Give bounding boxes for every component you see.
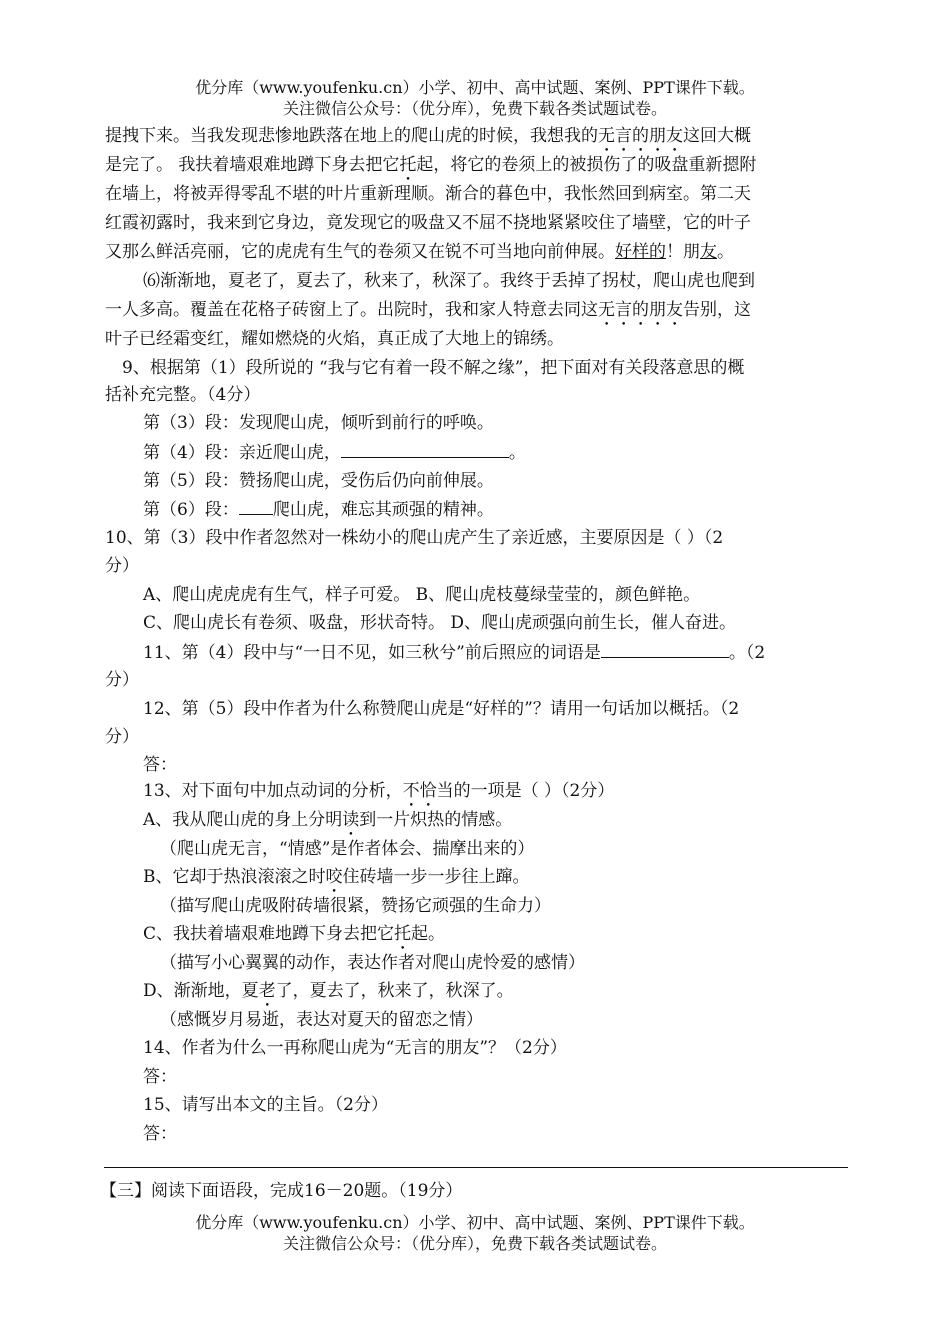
passage-p5-line-5: 又那么鲜活亮丽，它的虎虎有生气的卷须又在锐不可当地向前伸展。好样的！朋友。: [105, 242, 734, 262]
answer-blank-q9-s4[interactable]: [341, 441, 509, 458]
passage-p5-line-3: 在墙上，将被弄得零乱不堪的叶片重新理顺。渐合的暮色中，我怅然回到病室。第二天: [105, 184, 751, 204]
emphasis-lao: 老: [258, 981, 276, 1001]
question-9-section-6: 第（6）段： 爬山虎，难忘其顽强的精神。: [143, 500, 494, 520]
emphasis-wuyan-pengyou: 无言的朋友: [598, 126, 683, 146]
passage-p5-line-1: 提拽下来。当我发现悲惨地跌落在地上的爬山虎的时候，我想我的无言的朋友这回大概: [105, 126, 751, 146]
question-9-line-1: 9、根据第（1）段所说的 “我与它有着一段不解之缘”，把下面对有关段落意思的概: [122, 358, 745, 378]
question-12-answer-label: 答：: [143, 755, 177, 775]
question-13-option-d: D、渐渐地，夏老了，夏去了，秋来了，秋深了。: [143, 981, 514, 1001]
question-14-answer-label: 答：: [143, 1067, 177, 1087]
question-13-option-d-note: （感慨岁月易逝，表达对夏天的留恋之情）: [160, 1010, 483, 1030]
header-line-2: 关注微信公众号：（优分库），免费下载各类试题试卷。: [282, 99, 667, 118]
question-15: 15、请写出本文的主旨。（2分）: [143, 1095, 388, 1115]
passage-p5-line-2: 是完了。 我扶着墙艰难地蹲下身去把它托起，将它的卷须上的被损伤了的吸盘重新摁附: [105, 155, 757, 175]
question-10-options-ab: A、爬山虎虎虎有生气，样子可爱。 B、爬山虎枝蔓绿莹莹的，颜色鲜艳。: [143, 585, 701, 605]
question-11-line-1: 11、第（4）段中与“一日不见，如三秋兮”前后照应的词语是 。（2: [143, 643, 766, 663]
section-divider: [104, 1167, 848, 1168]
question-13-option-b-note: （描写爬山虎吸附砖墙很紧，赞扬它顽强的生命力）: [160, 896, 551, 916]
emphasis-wuyan-pengyou-2: 无言的朋友: [598, 300, 683, 320]
question-14: 14、作者为什么一再称爬山虎为“无言的朋友”？（2分）: [143, 1038, 567, 1058]
question-13-option-a-note: （爬山虎无言，“情感”是作者体会、揣摩出来的）: [160, 839, 535, 859]
question-9-section-5: 第（5）段：赞扬爬山虎，受伤后仍向前伸展。: [143, 471, 494, 491]
question-13-option-a: A、我从爬山虎的身上分明读到一片炽热的情感。: [143, 810, 513, 830]
question-9-section-4: 第（4）段：亲近爬山虎， 。: [143, 443, 526, 463]
question-13-option-c-note: （描写小心翼翼的动作，表达作者对爬山虎怜爱的感情）: [160, 953, 585, 973]
emphasis-du: 读: [342, 810, 360, 830]
question-10-line-2: 分）: [105, 556, 139, 576]
passage-p6-line-1: ⑹渐渐地，夏老了，夏去了，秋来了，秋深了。我终于丢掉了拐杖，爬山虎也爬到: [143, 271, 755, 291]
answer-blank-q11[interactable]: [601, 641, 729, 658]
answer-blank-q9-s6[interactable]: [239, 498, 273, 515]
question-13-option-c: C、我扶着墙艰难地蹲下身去把它托起。: [143, 924, 446, 944]
header-line-1: 优分库（www.youfenku.cn）小学、初中、高中试题、案例、PPT课件下载。: [195, 78, 755, 97]
underlined-haoyangde: 好样的: [615, 242, 666, 262]
emphasis-tuo: 托: [399, 155, 417, 175]
question-13-stem: 13、对下面句中加点动词的分析，不恰当的一项是（ ）（2分）: [143, 781, 615, 801]
footer-line-1: 优分库（www.youfenku.cn）小学、初中、高中试题、案例、PPT课件下载。: [195, 1213, 755, 1232]
emphasis-buqia: 不恰: [402, 781, 437, 801]
question-9-line-2: 括补充完整。（4分）: [105, 385, 261, 405]
question-12-line-1: 12、第（5）段中作者为什么称赞爬山虎是“好样的”？请用一句话加以概括。（2: [143, 699, 740, 719]
emphasis-yao: 咬: [325, 867, 343, 887]
passage-p6-line-2: 一人多高。覆盖在花格子砖窗上了。出院时，我和家人特意去同这无言的朋友告别，这: [105, 300, 751, 320]
footer-line-2: 关注微信公众号：（优分库），免费下载各类试题试卷。: [282, 1234, 667, 1253]
section-3-heading: 【三】阅读下面语段，完成16－20题。（19分）: [100, 1181, 463, 1201]
question-9-section-3: 第（3）段：发现爬山虎，倾听到前行的呼唤。: [143, 413, 494, 433]
question-10-line-1: 10、第（3）段中作者忽然对一株幼小的爬山虎产生了亲近感，主要原因是（ ）（2: [105, 528, 724, 548]
question-13-option-b: B、它却于热浪滚滚之时咬住砖墙一步一步往上蹿。: [143, 867, 530, 887]
passage-p5-line-4: 红霞初露时，我来到它身边，竟发现它的吸盘又不屈不挠地紧紧咬住了墙壁，它的叶子: [105, 213, 751, 233]
question-12-line-2: 分）: [105, 727, 139, 747]
emphasis-tuo-2: 托: [394, 924, 412, 944]
question-15-answer-label: 答：: [143, 1124, 177, 1144]
question-11-line-2: 分）: [105, 670, 139, 690]
passage-p6-line-3: 叶子已经霜变红，耀如燃烧的火焰，真正成了大地上的锦绣。: [105, 329, 564, 349]
question-10-options-cd: C、爬山虎长有卷须、吸盘，形状奇特。 D、爬山虎顽强向前生长，催人奋进。: [143, 613, 737, 633]
